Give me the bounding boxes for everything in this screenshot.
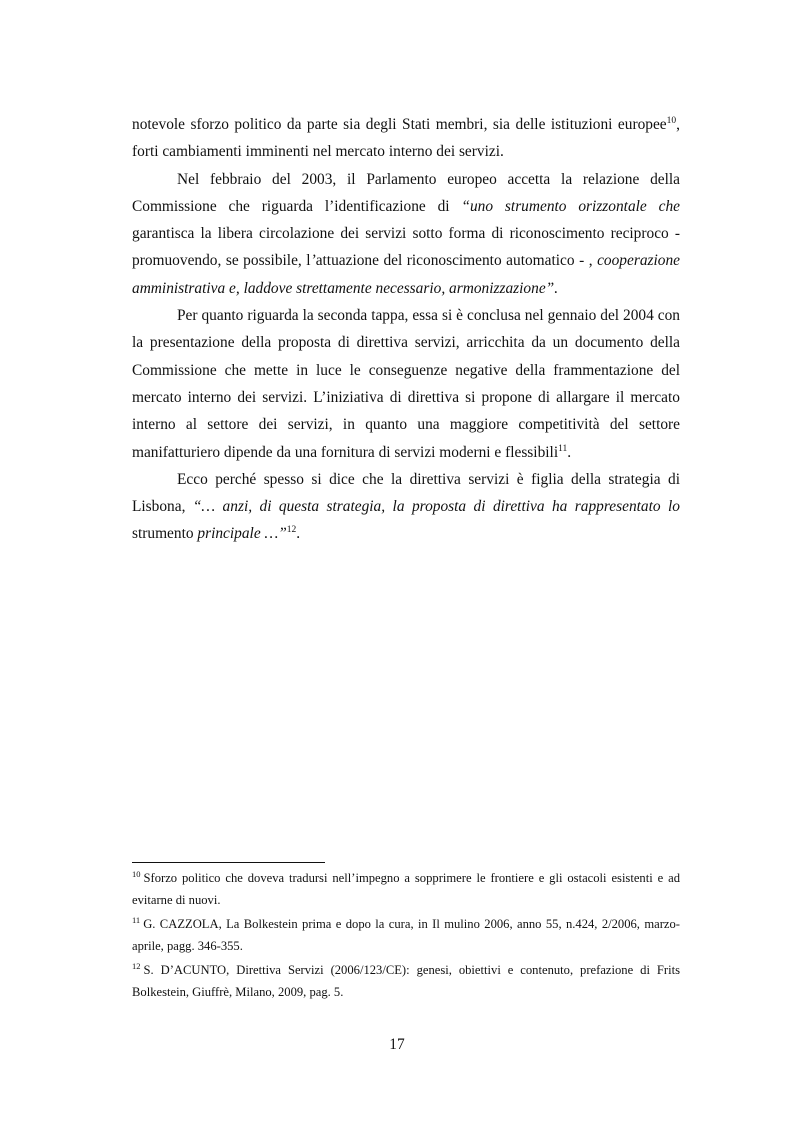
footnote-10: $^{10}$ Sforzo politico che doveva tradursi nell’impegno a sopprimere le frontiere e gli ostacoli esistenti e ad evitarne di nuovi. — [132, 869, 680, 907]
footnote-ref-11[interactable]: 11 — [558, 443, 568, 454]
paragraph-2: Nel febbraio del 2003, il Parlamento europeo accetta la relazione della Commissione che riguarda l’identificazione di “uno strumento orizzontale che garantisca la libera circolazione dei servizi sotto forma di riconoscimento reciproco - promuovendo, se possibile, l’attuazione del riconoscimento automatico - , cooperazione amministrativa e, laddove strettamente necessario, armonizzazione”. — [132, 170, 680, 297]
footnote-separator — [132, 862, 325, 863]
paragraph-1: notevole sforzo politico da parte sia degli Stati membri, sia delle istituzioni europee$^{10}$, forti cambiamenti imminenti nel mercato interno dei servizi. — [132, 116, 680, 161]
footnote-number: 10 — [132, 869, 141, 879]
footnote-ref-12[interactable]: 12 — [286, 525, 297, 536]
footnote-number: 12 — [132, 961, 141, 971]
page-number: 17 — [389, 1036, 405, 1053]
paragraph-3: Per quanto riguarda la seconda tappa, essa si è conclusa nel gennaio del 2004 con la presentazione della proposta di direttiva servizi, arricchita da un documento della Commissione che mette in luce le conseguenze negative della frammentazione del mercato interno dei servizi. L’iniziativa di direttiva si propone di allargare il mercato interno al settore dei servizi, in quanto una maggiore competitività del settore manifatturiero dipende da una fornitura di servizi moderni e flessibili$^{11}$. — [132, 307, 680, 461]
footnote-number: 11 — [132, 915, 141, 925]
footnote-11: $^{11}$ G. CAZZOLA, La Bolkestein prima e dopo la cura, in Il mulino 2006, anno 55, n.424, 2/2006, marzo-aprile, pagg. 346-355. — [132, 915, 680, 953]
footnotes — [132, 868, 680, 1006]
footnote-ref-10[interactable]: 10 — [666, 116, 677, 126]
footnote-12: $^{12}$ S. D’ACUNTO, Direttiva Servizi (2006/123/CE): genesi, obiettivi e contenuto, prefazione di Frits Bolkestein, Giuffrè, Milano, 2009, pag. 5. — [132, 961, 680, 999]
body-text — [132, 111, 680, 548]
paragraph-4: Ecco perché spesso si dice che la direttiva servizi è figlia della strategia di Lisbona, “… anzi, di questa strategia, la proposta di direttiva ha rappresentato lo strumento principale …”$^{12}$. — [132, 470, 680, 543]
